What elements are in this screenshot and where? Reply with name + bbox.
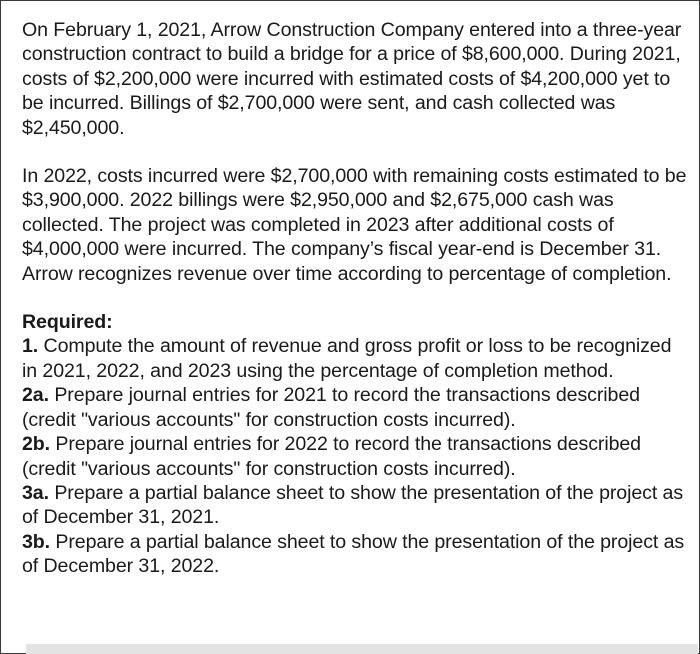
problem-text <box>22 18 690 579</box>
required-item-text: Prepare journal entries for 2021 to record the transactions described (credit "various accounts" for construction costs incurred). <box>22 384 640 431</box>
required-item-text: Prepare a partial balance sheet to show the presentation of the project as of December 31, 2022. <box>22 530 685 578</box>
required-item-3a <box>22 481 690 530</box>
required-heading: Required: <box>22 311 113 334</box>
required-item-number: 2a. <box>22 384 49 407</box>
required-item-text: Compute the amount of revenue and gross profit or loss to be recognized in 2021, 2022, and 2023 using the percentage of completion method. <box>22 335 672 382</box>
required-item-text: Prepare a partial balance sheet to show the presentation of the project as of December 31, 2021. <box>22 481 684 529</box>
required-item-number: 3b. <box>22 530 51 553</box>
required-item-text: Prepare journal entries for 2022 to record the transactions described (credit "various accounts" for construction costs incurred). <box>22 433 641 480</box>
required-item-number: 2b. <box>22 433 51 456</box>
horizontal-scrollbar[interactable] <box>26 644 698 654</box>
required-item-1 <box>22 334 690 383</box>
required-item-number: 3a. <box>22 481 49 504</box>
details-paragraph: In 2022, costs incurred were $2,700,000 with remaining costs estimated to be $3,900,000. 2022 billings were $2,950,000 and $2,675,000 cash was collected. The project was completed in 2023 after additional costs of $4,000,000 were incurred. The company’s fiscal year-end is December 31. Arrow recognizes revenue over time according to percentage of completion. <box>22 165 687 285</box>
required-item-2a <box>22 383 690 432</box>
required-item-number: 1. <box>22 335 39 358</box>
required-item-2b <box>22 432 690 481</box>
intro-paragraph: On February 1, 2021, Arrow Construction Company entered into a three-year construction contract to build a bridge for a price of $8,600,000. During 2021, costs of $2,200,000 were incurred with estimated costs of $4,200,000 yet to be incurred. Billings of $2,700,000 were sent, and cash collected was $2,450,000. <box>22 19 682 139</box>
required-item-3b <box>22 530 690 579</box>
